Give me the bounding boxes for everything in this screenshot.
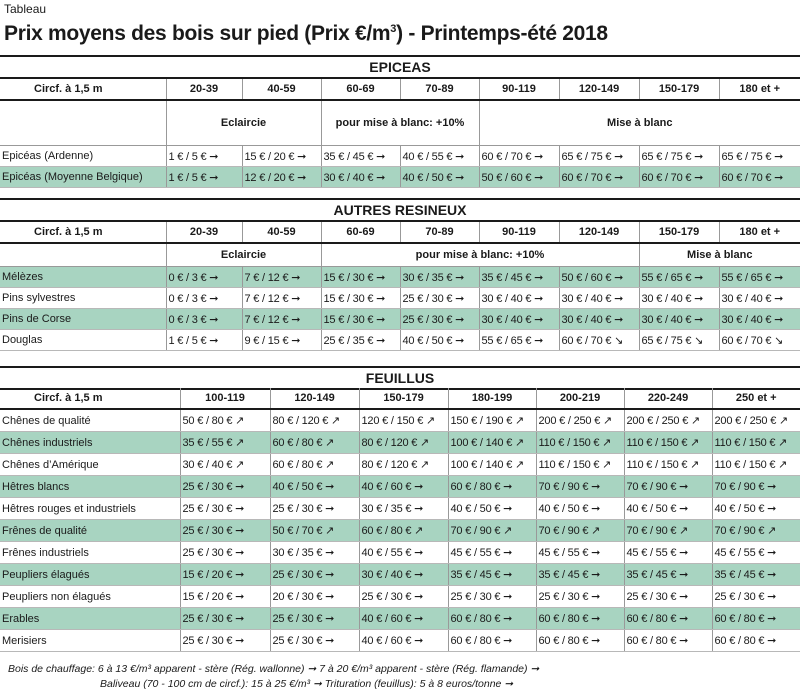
price-cell: 60 € / 70 € ↘ [559,330,639,351]
price-cell: 30 € / 40 € ➞ [639,288,719,309]
price-cell: 50 € / 60 € ➞ [559,267,639,288]
price-cell: 65 € / 75 € ➞ [639,146,719,167]
footnote-firewood: Bois de chauffage: 6 à 13 €/m³ apparent - stère (Rég. wallonne) ➞ 7 à 20 €/m³ apparent - stère (Rég. flamande) ➞ [8,663,540,675]
row-label: Merisiers [0,630,180,652]
price-cell: 35 € / 45 € ➞ [624,564,712,586]
feuillus-body [0,409,800,652]
price-cell: 1 € / 5 € ➞ [166,146,242,167]
price-cell: 60 € / 80 € ➞ [536,630,624,652]
price-cell: 60 € / 80 € ➞ [712,630,800,652]
epiceas-header-circ: Circf. à 1,5 m [0,79,166,100]
price-cell: 1 € / 5 € ➞ [166,330,242,351]
row-label: Frênes industriels [0,542,180,564]
resineux-header-col: 180 et + [719,222,800,243]
price-cell: 120 € / 150 € ↗ [359,409,448,432]
price-cell: 60 € / 80 € ➞ [624,630,712,652]
group-eclaircie: Eclaircie [166,100,321,146]
price-cell: 15 € / 20 € ➞ [180,586,270,608]
epiceas-header-col: 70-89 [400,79,479,100]
price-cell: 25 € / 30 € ➞ [270,564,359,586]
price-cell: 15 € / 30 € ➞ [321,288,400,309]
row-label: Mélèzes [0,267,166,288]
price-cell: 55 € / 65 € ➞ [639,267,719,288]
price-cell: 40 € / 60 € ➞ [359,608,448,630]
price-cell: 150 € / 190 € ↗ [448,409,536,432]
table-row [0,288,800,309]
price-cell: 60 € / 80 € ↗ [270,432,359,454]
row-label: Chênes industriels [0,432,180,454]
price-cell: 110 € / 150 € ↗ [536,432,624,454]
price-cell: 70 € / 90 € ↗ [448,520,536,542]
price-cell: 7 € / 12 € ➞ [242,309,321,330]
price-cell: 45 € / 55 € ➞ [712,542,800,564]
row-label: Chênes d’Amérique [0,454,180,476]
price-cell: 200 € / 250 € ↗ [536,409,624,432]
price-cell: 200 € / 250 € ↗ [624,409,712,432]
price-cell: 25 € / 30 € ➞ [624,586,712,608]
table-row [0,520,800,542]
resineux-header-col: 40-59 [242,222,321,243]
table-row [0,330,800,351]
price-cell: 25 € / 30 € ➞ [359,586,448,608]
price-cell: 60 € / 80 € ➞ [448,476,536,498]
price-cell: 80 € / 120 € ↗ [270,409,359,432]
row-label: Epicéas (Ardenne) [0,146,166,167]
table-row [0,167,800,188]
price-cell: 12 € / 20 € ➞ [242,167,321,188]
table-row [0,630,800,652]
feuillus-header-col: 200-219 [536,388,624,409]
row-label: Peupliers non élagués [0,586,180,608]
price-cell: 30 € / 40 € ↗ [180,454,270,476]
price-cell: 45 € / 55 € ➞ [624,542,712,564]
price-cell: 60 € / 80 € ↗ [270,454,359,476]
epiceas-header-col: 90-119 [479,79,559,100]
epiceas-header-col: 120-149 [559,79,639,100]
price-cell: 15 € / 30 € ➞ [321,267,400,288]
price-cell: 40 € / 50 € ➞ [400,167,479,188]
epiceas-header-col: 150-179 [639,79,719,100]
price-cell: 40 € / 50 € ➞ [624,498,712,520]
feuillus-header-col: 180-199 [448,388,536,409]
feuillus-header-col: 120-149 [270,388,359,409]
price-cell: 25 € / 30 € ➞ [448,586,536,608]
feuillus-table [0,388,800,652]
price-cell: 30 € / 40 € ➞ [359,564,448,586]
title-superscript: 3 [390,23,397,35]
resineux-header-col: 150-179 [639,222,719,243]
price-cell: 7 € / 12 € ➞ [242,288,321,309]
row-label: Epicéas (Moyenne Belgique) [0,167,166,188]
feuillus-header-row [0,388,800,409]
price-cell: 30 € / 35 € ➞ [270,542,359,564]
price-cell: 0 € / 3 € ➞ [166,288,242,309]
price-cell: 65 € / 75 € ↘ [639,330,719,351]
price-cell: 110 € / 150 € ↗ [712,432,800,454]
group-eclaircie: Eclaircie [166,243,321,267]
price-cell: 60 € / 70 € ➞ [559,167,639,188]
price-cell: 25 € / 30 € ➞ [400,288,479,309]
group-spacer [0,243,166,267]
price-cell: 35 € / 45 € ➞ [448,564,536,586]
resineux-header-col: 20-39 [166,222,242,243]
price-cell: 9 € / 15 € ➞ [242,330,321,351]
section-autres-resineux: AUTRES RESINEUX [0,198,800,222]
group-mise-a-blanc: Mise à blanc [479,100,800,146]
price-cell: 25 € / 30 € ➞ [536,586,624,608]
price-cell: 25 € / 30 € ➞ [270,498,359,520]
price-cell: 100 € / 140 € ↗ [448,454,536,476]
group-mise-a-blanc: Mise à blanc [639,243,800,267]
table-row [0,498,800,520]
price-cell: 45 € / 55 € ➞ [536,542,624,564]
resineux-header-col: 60-69 [321,222,400,243]
epiceas-header-col: 60-69 [321,79,400,100]
price-cell: 40 € / 60 € ➞ [359,630,448,652]
resineux-table [0,222,800,351]
table-row [0,146,800,167]
feuillus-header-col: 100-119 [180,388,270,409]
page-title [4,22,608,46]
row-label: Pins de Corse [0,309,166,330]
price-cell: 40 € / 50 € ➞ [536,498,624,520]
epiceas-header-col: 40-59 [242,79,321,100]
row-label: Frênes de qualité [0,520,180,542]
table-row [0,476,800,498]
price-cell: 35 € / 45 € ➞ [321,146,400,167]
price-cell: 60 € / 80 € ➞ [712,608,800,630]
resineux-header-col: 90-119 [479,222,559,243]
price-cell: 20 € / 30 € ➞ [270,586,359,608]
resineux-group-row [0,243,800,267]
price-cell: 110 € / 150 € ↗ [536,454,624,476]
title-end: ) - Printemps-été 2018 [396,22,608,45]
price-cell: 40 € / 60 € ➞ [359,476,448,498]
price-cell: 55 € / 65 € ➞ [719,267,800,288]
price-cell: 40 € / 50 € ➞ [400,330,479,351]
price-cell: 60 € / 80 € ➞ [624,608,712,630]
price-cell: 7 € / 12 € ➞ [242,267,321,288]
price-cell: 0 € / 3 € ➞ [166,267,242,288]
price-cell: 25 € / 30 € ➞ [180,476,270,498]
epiceas-group-row [0,100,800,146]
title-main: Prix moyens des bois sur pied (Prix €/m [4,22,391,45]
group-spacer [0,100,166,146]
price-cell: 60 € / 70 € ➞ [479,146,559,167]
price-cell: 25 € / 30 € ➞ [180,608,270,630]
row-label: Peupliers élagués [0,564,180,586]
price-cell: 70 € / 90 € ↗ [536,520,624,542]
resineux-header-col: 120-149 [559,222,639,243]
price-cell: 35 € / 55 € ↗ [180,432,270,454]
group-mise-a-blanc-plus: pour mise à blanc: +10% [321,243,639,267]
epiceas-table [0,79,800,188]
table-row [0,267,800,288]
price-cell: 70 € / 90 € ➞ [536,476,624,498]
price-cell: 25 € / 30 € ➞ [400,309,479,330]
table-row [0,454,800,476]
price-cell: 25 € / 30 € ➞ [712,586,800,608]
epiceas-header-col: 20-39 [166,79,242,100]
price-cell: 60 € / 70 € ➞ [639,167,719,188]
row-label: Erables [0,608,180,630]
price-cell: 50 € / 60 € ➞ [479,167,559,188]
price-cell: 60 € / 70 € ➞ [719,167,800,188]
price-cell: 40 € / 55 € ➞ [359,542,448,564]
price-cell: 35 € / 45 € ➞ [479,267,559,288]
price-cell: 30 € / 40 € ➞ [559,288,639,309]
price-cell: 60 € / 80 € ➞ [448,608,536,630]
price-cell: 40 € / 50 € ➞ [270,476,359,498]
price-cell: 15 € / 20 € ➞ [180,564,270,586]
price-cell: 25 € / 35 € ➞ [321,330,400,351]
price-cell: 15 € / 20 € ➞ [242,146,321,167]
feuillus-header-col: 150-179 [359,388,448,409]
resineux-header-col: 70-89 [400,222,479,243]
price-cell: 25 € / 30 € ➞ [180,520,270,542]
price-cell: 30 € / 40 € ➞ [559,309,639,330]
row-label: Hêtres blancs [0,476,180,498]
table-row [0,409,800,432]
table-row [0,564,800,586]
feuillus-header-col: 220-249 [624,388,712,409]
price-cell: 65 € / 75 € ➞ [719,146,800,167]
table-row [0,432,800,454]
epiceas-header-row [0,79,800,100]
row-label: Chênes de qualité [0,409,180,432]
row-label: Douglas [0,330,166,351]
table-row [0,586,800,608]
price-cell: 40 € / 50 € ➞ [712,498,800,520]
price-cell: 100 € / 140 € ↗ [448,432,536,454]
section-feuillus: FEUILLUS [0,366,800,390]
price-cell: 15 € / 30 € ➞ [321,309,400,330]
epiceas-header-col: 180 et + [719,79,800,100]
price-cell: 80 € / 120 € ↗ [359,454,448,476]
price-cell: 30 € / 40 € ➞ [321,167,400,188]
price-cell: 200 € / 250 € ↗ [712,409,800,432]
kicker-label: Tableau [4,2,47,16]
price-cell: 35 € / 45 € ➞ [712,564,800,586]
table-row [0,309,800,330]
table-row [0,542,800,564]
feuillus-header-col: 250 et + [712,388,800,409]
price-cell: 70 € / 90 € ↗ [712,520,800,542]
footnote-baliveau: Baliveau (70 - 100 cm de circf.): 15 à 25 €/m³ ➞ Trituration (feuillus): 5 à 8 euros/tonne ➞ [100,678,514,690]
price-cell: 25 € / 30 € ➞ [180,542,270,564]
price-cell: 70 € / 90 € ↗ [624,520,712,542]
price-cell: 30 € / 40 € ➞ [719,288,800,309]
price-cell: 110 € / 150 € ↗ [624,432,712,454]
price-cell: 60 € / 70 € ↘ [719,330,800,351]
price-cell: 50 € / 70 € ↗ [270,520,359,542]
resineux-header-row [0,222,800,243]
price-cell: 30 € / 35 € ➞ [400,267,479,288]
feuillus-header-circ: Circf. à 1,5 m [0,388,180,409]
price-cell: 40 € / 55 € ➞ [400,146,479,167]
price-cell: 30 € / 40 € ➞ [479,288,559,309]
price-cell: 60 € / 80 € ↗ [359,520,448,542]
price-cell: 35 € / 45 € ➞ [536,564,624,586]
price-cell: 60 € / 80 € ➞ [536,608,624,630]
price-cell: 40 € / 50 € ➞ [448,498,536,520]
price-cell: 30 € / 35 € ➞ [359,498,448,520]
price-cell: 25 € / 30 € ➞ [180,630,270,652]
price-cell: 45 € / 55 € ➞ [448,542,536,564]
price-cell: 0 € / 3 € ➞ [166,309,242,330]
price-cell: 30 € / 40 € ➞ [719,309,800,330]
section-epiceas: EPICEAS [0,55,800,79]
price-cell: 60 € / 80 € ➞ [448,630,536,652]
table-row [0,608,800,630]
price-cell: 25 € / 30 € ➞ [180,498,270,520]
price-cell: 25 € / 30 € ➞ [270,630,359,652]
group-mise-a-blanc-plus: pour mise à blanc: +10% [321,100,479,146]
price-cell: 110 € / 150 € ↗ [712,454,800,476]
price-cell: 1 € / 5 € ➞ [166,167,242,188]
price-cell: 55 € / 65 € ➞ [479,330,559,351]
price-cell: 80 € / 120 € ↗ [359,432,448,454]
resineux-header-circ: Circf. à 1,5 m [0,222,166,243]
price-cell: 70 € / 90 € ➞ [712,476,800,498]
price-cell: 110 € / 150 € ↗ [624,454,712,476]
price-cell: 30 € / 40 € ➞ [479,309,559,330]
price-cell: 65 € / 75 € ➞ [559,146,639,167]
row-label: Hêtres rouges et industriels [0,498,180,520]
price-cell: 30 € / 40 € ➞ [639,309,719,330]
price-cell: 70 € / 90 € ➞ [624,476,712,498]
price-cell: 50 € / 80 € ↗ [180,409,270,432]
price-cell: 25 € / 30 € ➞ [270,608,359,630]
row-label: Pins sylvestres [0,288,166,309]
